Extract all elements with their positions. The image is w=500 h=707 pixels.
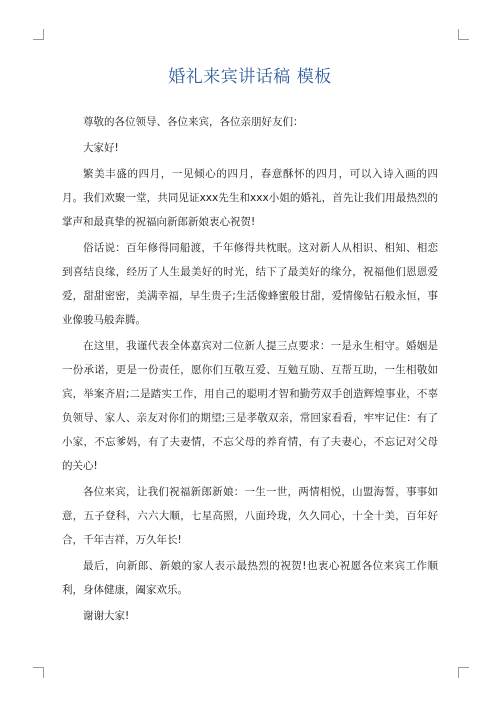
salutation-paragraph: 尊敬的各位领导、各位来宾，各位亲朋好友们： — [83, 116, 304, 128]
document-title: 婚礼来宾讲话稿 模板 — [168, 67, 332, 87]
greeting-paragraph: 大家好! — [83, 142, 119, 154]
body-paragraph: 在这里，我谨代表全体嘉宾对二位新人提三点要求：一是永生相守。婚姻是一份承诺，更是一份责任，愿你们互敬互爱、互勉互励、互帮互助，一生相敬如宾，举案齐眉;二是踏实工作，用自己的聪明才智和勤劳双手创造辉煌事业，不辜负领导、家人、亲友对你们的期望;三是孝敬双亲，常回家看看，牢牢记住：有了小家，不忘爹妈，有了夫妻情，不忘父母的养育情，有了夫妻心，不忘记对父母的关心! — [62, 340, 438, 472]
body-paragraph: 俗话说：百年修得同船渡，千年修得共枕眠。这对新人从相识、相知、相恋到喜结良缘，经历了人生最美好的时光，结下了最美好的缘分，祝福他们恩恩爱爱，甜甜密密，美满幸福，早生贵子;生活像蜂蜜般甘甜，爱情像钻石般永恒，事业像骏马般奔腾。 — [62, 242, 438, 326]
page-corner-mark-top-right — [458, 29, 469, 40]
body-paragraph: 繁美丰盛的四月，一见倾心的四月，春意酥怀的四月，可以入诗入画的四月。我们欢聚一堂，共同见证xxx先生和xxx小姐的婚礼，首先让我们用最热烈的掌声和最真挚的祝福向新郎新娘衷心祝贺! — [62, 168, 438, 228]
page-corner-mark-top-left — [33, 29, 44, 40]
document-body — [62, 110, 438, 630]
body-paragraph: 各位来宾，让我们祝福新郎新娘：一生一世，两情相悦，山盟海誓，事事如意，五子登科，六六大顺，七星高照，八面玲珑，久久同心，十全十美，百年好合，千年吉祥，万久年长! — [62, 486, 438, 546]
page-corner-mark-bottom-left — [33, 667, 44, 678]
body-paragraph: 最后，向新郎、新娘的家人表示最热烈的祝贺!也衷心祝愿各位来宾工作顺利，身体健康，阖家欢乐。 — [62, 560, 438, 596]
closing-paragraph: 谢谢大家! — [83, 610, 130, 622]
page-corner-mark-bottom-right — [458, 667, 469, 678]
